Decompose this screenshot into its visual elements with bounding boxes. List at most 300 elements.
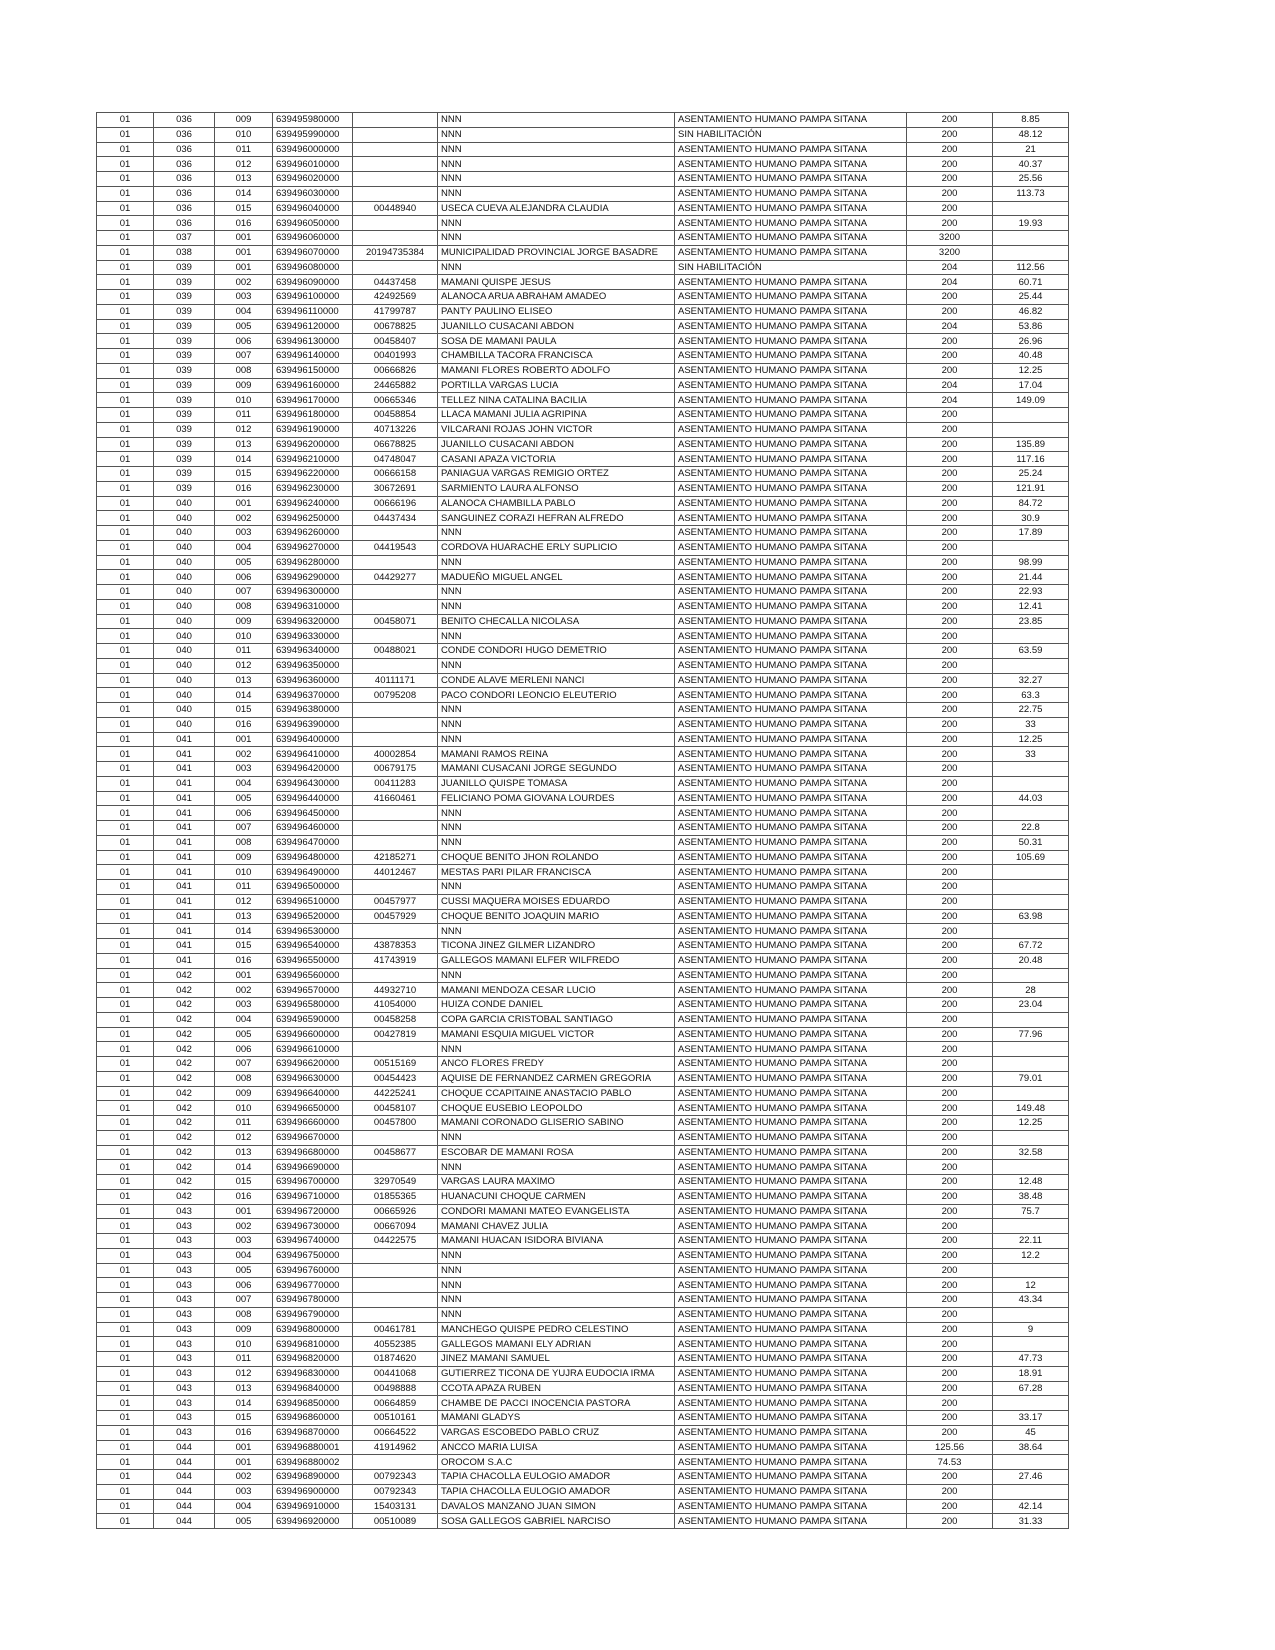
col-doc: 00666826 xyxy=(353,363,438,378)
col-doc: 04422575 xyxy=(353,1234,438,1249)
col-built: 17.89 xyxy=(993,526,1069,541)
col-area: 200 xyxy=(907,599,993,614)
col-code: 639496620000 xyxy=(273,1057,353,1072)
col-owner: MESTAS PARI PILAR FRANCISCA xyxy=(438,865,675,880)
col-block: 039 xyxy=(154,290,215,305)
col-area: 74.53 xyxy=(907,1455,993,1470)
col-built: 77.96 xyxy=(993,1027,1069,1042)
col-habilitation: ASENTAMIENTO HUMANO PAMPA SITANA xyxy=(675,821,907,836)
col-area: 200 xyxy=(907,1337,993,1352)
col-area: 200 xyxy=(907,1116,993,1131)
col-block: 039 xyxy=(154,393,215,408)
col-zone: 01 xyxy=(97,1322,154,1337)
col-area: 200 xyxy=(907,1322,993,1337)
col-built xyxy=(993,1455,1069,1470)
col-block: 040 xyxy=(154,673,215,688)
table-row xyxy=(97,422,1069,437)
table-row xyxy=(97,1381,1069,1396)
col-block: 040 xyxy=(154,585,215,600)
col-zone: 01 xyxy=(97,1263,154,1278)
col-doc xyxy=(353,127,438,142)
col-block: 042 xyxy=(154,1101,215,1116)
col-lot: 012 xyxy=(215,157,273,172)
col-doc: 00427819 xyxy=(353,1027,438,1042)
table-row xyxy=(97,747,1069,762)
col-lot: 005 xyxy=(215,319,273,334)
col-block: 043 xyxy=(154,1425,215,1440)
col-code: 639496150000 xyxy=(273,363,353,378)
col-lot: 008 xyxy=(215,363,273,378)
col-zone: 01 xyxy=(97,349,154,364)
col-block: 040 xyxy=(154,644,215,659)
col-habilitation: ASENTAMIENTO HUMANO PAMPA SITANA xyxy=(675,717,907,732)
col-owner: TAPIA CHACOLLA EULOGIO AMADOR xyxy=(438,1484,675,1499)
col-block: 042 xyxy=(154,1086,215,1101)
table-row xyxy=(97,1514,1069,1529)
col-block: 041 xyxy=(154,835,215,850)
col-doc xyxy=(353,1248,438,1263)
col-block: 040 xyxy=(154,570,215,585)
col-area: 200 xyxy=(907,1248,993,1263)
col-doc: 06678825 xyxy=(353,437,438,452)
col-lot: 003 xyxy=(215,526,273,541)
table-row xyxy=(97,127,1069,142)
col-code: 639496480000 xyxy=(273,850,353,865)
col-code: 639496040000 xyxy=(273,201,353,216)
col-habilitation: ASENTAMIENTO HUMANO PAMPA SITANA xyxy=(675,1263,907,1278)
col-owner: MADUEÑO MIGUEL ANGEL xyxy=(438,570,675,585)
col-area: 200 xyxy=(907,835,993,850)
col-doc xyxy=(353,924,438,939)
col-owner: GALLEGOS MAMANI ELFER WILFREDO xyxy=(438,953,675,968)
table-row xyxy=(97,452,1069,467)
table-row xyxy=(97,1484,1069,1499)
col-area: 200 xyxy=(907,1425,993,1440)
col-block: 039 xyxy=(154,481,215,496)
col-lot: 004 xyxy=(215,304,273,319)
col-lot: 003 xyxy=(215,998,273,1013)
col-owner: CONDE CONDORI HUGO DEMETRIO xyxy=(438,644,675,659)
col-code: 639496320000 xyxy=(273,614,353,629)
col-owner: NNN xyxy=(438,1278,675,1293)
col-code: 639496490000 xyxy=(273,865,353,880)
col-doc: 00795208 xyxy=(353,688,438,703)
col-area: 200 xyxy=(907,422,993,437)
col-area: 200 xyxy=(907,1057,993,1072)
col-area: 200 xyxy=(907,127,993,142)
col-block: 040 xyxy=(154,658,215,673)
col-habilitation: ASENTAMIENTO HUMANO PAMPA SITANA xyxy=(675,1160,907,1175)
col-code: 639496790000 xyxy=(273,1307,353,1322)
col-built: 21 xyxy=(993,142,1069,157)
col-doc xyxy=(353,835,438,850)
table-row xyxy=(97,629,1069,644)
col-block: 040 xyxy=(154,614,215,629)
col-habilitation: ASENTAMIENTO HUMANO PAMPA SITANA xyxy=(675,496,907,511)
col-lot: 004 xyxy=(215,1248,273,1263)
col-zone: 01 xyxy=(97,1337,154,1352)
col-owner: NNN xyxy=(438,186,675,201)
col-code: 639496710000 xyxy=(273,1189,353,1204)
col-block: 041 xyxy=(154,924,215,939)
table-row xyxy=(97,821,1069,836)
table-row xyxy=(97,1366,1069,1381)
col-built xyxy=(993,1160,1069,1175)
col-lot: 015 xyxy=(215,939,273,954)
table-row xyxy=(97,599,1069,614)
col-zone: 01 xyxy=(97,452,154,467)
table-row xyxy=(97,953,1069,968)
col-habilitation: ASENTAMIENTO HUMANO PAMPA SITANA xyxy=(675,452,907,467)
col-built xyxy=(993,894,1069,909)
col-built: 42.14 xyxy=(993,1499,1069,1514)
col-zone: 01 xyxy=(97,732,154,747)
col-habilitation: SIN HABILITACIÓN xyxy=(675,127,907,142)
col-zone: 01 xyxy=(97,319,154,334)
col-owner: NNN xyxy=(438,1293,675,1308)
col-area: 200 xyxy=(907,983,993,998)
col-code: 639496210000 xyxy=(273,452,353,467)
col-built xyxy=(993,1307,1069,1322)
col-lot: 001 xyxy=(215,496,273,511)
col-code: 639496760000 xyxy=(273,1263,353,1278)
col-built: 113.73 xyxy=(993,186,1069,201)
col-owner: NNN xyxy=(438,585,675,600)
table-row xyxy=(97,880,1069,895)
col-zone: 01 xyxy=(97,865,154,880)
col-lot: 015 xyxy=(215,1411,273,1426)
col-doc: 00667094 xyxy=(353,1219,438,1234)
col-owner: ESCOBAR DE MAMANI ROSA xyxy=(438,1145,675,1160)
col-area: 200 xyxy=(907,555,993,570)
table-row xyxy=(97,688,1069,703)
col-lot: 006 xyxy=(215,334,273,349)
col-area: 200 xyxy=(907,968,993,983)
col-habilitation: ASENTAMIENTO HUMANO PAMPA SITANA xyxy=(675,1411,907,1426)
col-habilitation: ASENTAMIENTO HUMANO PAMPA SITANA xyxy=(675,1396,907,1411)
col-habilitation: ASENTAMIENTO HUMANO PAMPA SITANA xyxy=(675,467,907,482)
col-area: 200 xyxy=(907,1204,993,1219)
table-row xyxy=(97,1322,1069,1337)
col-doc xyxy=(353,1455,438,1470)
col-lot: 014 xyxy=(215,186,273,201)
col-doc: 04437458 xyxy=(353,275,438,290)
col-built: 60.71 xyxy=(993,275,1069,290)
col-block: 039 xyxy=(154,349,215,364)
table-row xyxy=(97,1352,1069,1367)
table-row xyxy=(97,585,1069,600)
col-lot: 005 xyxy=(215,1514,273,1529)
table-row xyxy=(97,467,1069,482)
col-code: 639496060000 xyxy=(273,231,353,246)
col-owner: CONDE ALAVE MERLENI NANCI xyxy=(438,673,675,688)
col-area: 200 xyxy=(907,142,993,157)
col-built: 12.2 xyxy=(993,1248,1069,1263)
col-block: 039 xyxy=(154,408,215,423)
col-block: 039 xyxy=(154,422,215,437)
col-zone: 01 xyxy=(97,1219,154,1234)
col-built: 75.7 xyxy=(993,1204,1069,1219)
col-owner: NNN xyxy=(438,127,675,142)
table-row xyxy=(97,1012,1069,1027)
col-habilitation: ASENTAMIENTO HUMANO PAMPA SITANA xyxy=(675,275,907,290)
col-owner: VARGAS LAURA MAXIMO xyxy=(438,1175,675,1190)
col-owner: NNN xyxy=(438,732,675,747)
table-row xyxy=(97,408,1069,423)
col-built xyxy=(993,629,1069,644)
table-row xyxy=(97,113,1069,128)
col-owner: MANCHEGO QUISPE PEDRO CELESTINO xyxy=(438,1322,675,1337)
col-code: 639496660000 xyxy=(273,1116,353,1131)
col-lot: 011 xyxy=(215,142,273,157)
table-row xyxy=(97,1440,1069,1455)
col-lot: 012 xyxy=(215,658,273,673)
col-built: 19.93 xyxy=(993,216,1069,231)
col-built xyxy=(993,658,1069,673)
col-area: 200 xyxy=(907,939,993,954)
col-zone: 01 xyxy=(97,467,154,482)
col-zone: 01 xyxy=(97,1071,154,1086)
col-habilitation: ASENTAMIENTO HUMANO PAMPA SITANA xyxy=(675,1499,907,1514)
col-zone: 01 xyxy=(97,1234,154,1249)
col-block: 039 xyxy=(154,275,215,290)
col-built: 25.44 xyxy=(993,290,1069,305)
col-owner: MAMANI RAMOS REINA xyxy=(438,747,675,762)
col-habilitation: ASENTAMIENTO HUMANO PAMPA SITANA xyxy=(675,157,907,172)
col-owner: CASANI APAZA VICTORIA xyxy=(438,452,675,467)
col-built: 135.89 xyxy=(993,437,1069,452)
col-lot: 010 xyxy=(215,629,273,644)
col-code: 639496850000 xyxy=(273,1396,353,1411)
col-code: 639496470000 xyxy=(273,835,353,850)
col-owner: NNN xyxy=(438,703,675,718)
col-area: 204 xyxy=(907,319,993,334)
col-code: 639496170000 xyxy=(273,393,353,408)
col-habilitation: ASENTAMIENTO HUMANO PAMPA SITANA xyxy=(675,1130,907,1145)
col-habilitation: ASENTAMIENTO HUMANO PAMPA SITANA xyxy=(675,1101,907,1116)
col-area: 200 xyxy=(907,113,993,128)
col-owner: NNN xyxy=(438,1130,675,1145)
col-area: 204 xyxy=(907,275,993,290)
col-built xyxy=(993,201,1069,216)
col-doc: 00458407 xyxy=(353,334,438,349)
col-doc: 24465882 xyxy=(353,378,438,393)
col-zone: 01 xyxy=(97,334,154,349)
col-habilitation: ASENTAMIENTO HUMANO PAMPA SITANA xyxy=(675,924,907,939)
col-habilitation: ASENTAMIENTO HUMANO PAMPA SITANA xyxy=(675,1322,907,1337)
col-zone: 01 xyxy=(97,644,154,659)
col-habilitation: ASENTAMIENTO HUMANO PAMPA SITANA xyxy=(675,393,907,408)
table-row xyxy=(97,1204,1069,1219)
col-habilitation: ASENTAMIENTO HUMANO PAMPA SITANA xyxy=(675,998,907,1013)
col-area: 200 xyxy=(907,1219,993,1234)
col-built xyxy=(993,806,1069,821)
table-row xyxy=(97,231,1069,246)
table-row xyxy=(97,806,1069,821)
col-lot: 007 xyxy=(215,821,273,836)
col-built: 12.41 xyxy=(993,599,1069,614)
col-area: 200 xyxy=(907,1130,993,1145)
col-owner: CONDORI MAMANI MATEO EVANGELISTA xyxy=(438,1204,675,1219)
col-doc: 40713226 xyxy=(353,422,438,437)
col-zone: 01 xyxy=(97,1278,154,1293)
col-owner: NNN xyxy=(438,172,675,187)
col-habilitation: ASENTAMIENTO HUMANO PAMPA SITANA xyxy=(675,142,907,157)
col-built: 149.09 xyxy=(993,393,1069,408)
col-code: 639496700000 xyxy=(273,1175,353,1190)
col-zone: 01 xyxy=(97,363,154,378)
col-lot: 015 xyxy=(215,201,273,216)
col-code: 639496550000 xyxy=(273,953,353,968)
col-block: 044 xyxy=(154,1499,215,1514)
col-area: 200 xyxy=(907,1160,993,1175)
col-owner: JINEZ MAMANI SAMUEL xyxy=(438,1352,675,1367)
col-zone: 01 xyxy=(97,1101,154,1116)
col-lot: 016 xyxy=(215,717,273,732)
col-block: 043 xyxy=(154,1366,215,1381)
table-row xyxy=(97,186,1069,201)
col-zone: 01 xyxy=(97,275,154,290)
col-zone: 01 xyxy=(97,791,154,806)
col-zone: 01 xyxy=(97,776,154,791)
col-block: 042 xyxy=(154,1042,215,1057)
col-owner: CCOTA APAZA RUBEN xyxy=(438,1381,675,1396)
col-habilitation: ASENTAMIENTO HUMANO PAMPA SITANA xyxy=(675,349,907,364)
col-habilitation: ASENTAMIENTO HUMANO PAMPA SITANA xyxy=(675,1381,907,1396)
col-built xyxy=(993,1219,1069,1234)
table-row xyxy=(97,1425,1069,1440)
col-built: 45 xyxy=(993,1425,1069,1440)
col-area: 200 xyxy=(907,157,993,172)
col-lot: 007 xyxy=(215,349,273,364)
col-lot: 009 xyxy=(215,113,273,128)
col-habilitation: ASENTAMIENTO HUMANO PAMPA SITANA xyxy=(675,1234,907,1249)
col-zone: 01 xyxy=(97,260,154,275)
col-lot: 015 xyxy=(215,467,273,482)
col-zone: 01 xyxy=(97,1116,154,1131)
col-area: 200 xyxy=(907,1175,993,1190)
col-area: 125.56 xyxy=(907,1440,993,1455)
col-area: 200 xyxy=(907,791,993,806)
col-habilitation: ASENTAMIENTO HUMANO PAMPA SITANA xyxy=(675,747,907,762)
col-code: 639496840000 xyxy=(273,1381,353,1396)
col-doc: 00488021 xyxy=(353,644,438,659)
col-block: 043 xyxy=(154,1204,215,1219)
col-doc: 00457800 xyxy=(353,1116,438,1131)
col-block: 043 xyxy=(154,1352,215,1367)
col-lot: 003 xyxy=(215,1234,273,1249)
col-area: 200 xyxy=(907,953,993,968)
table-row xyxy=(97,1130,1069,1145)
col-habilitation: ASENTAMIENTO HUMANO PAMPA SITANA xyxy=(675,614,907,629)
table-row xyxy=(97,290,1069,305)
col-code: 639496670000 xyxy=(273,1130,353,1145)
col-code: 639496600000 xyxy=(273,1027,353,1042)
table-row xyxy=(97,1307,1069,1322)
col-habilitation: ASENTAMIENTO HUMANO PAMPA SITANA xyxy=(675,1455,907,1470)
col-code: 639495990000 xyxy=(273,127,353,142)
col-block: 039 xyxy=(154,378,215,393)
col-lot: 010 xyxy=(215,393,273,408)
col-area: 200 xyxy=(907,1470,993,1485)
col-doc xyxy=(353,1263,438,1278)
col-area: 200 xyxy=(907,776,993,791)
col-code: 639495980000 xyxy=(273,113,353,128)
col-area: 200 xyxy=(907,1514,993,1529)
col-block: 040 xyxy=(154,703,215,718)
table-row xyxy=(97,1071,1069,1086)
col-zone: 01 xyxy=(97,703,154,718)
col-owner: NNN xyxy=(438,717,675,732)
col-doc xyxy=(353,658,438,673)
col-owner: CHOQUE BENITO JHON ROLANDO xyxy=(438,850,675,865)
col-habilitation: ASENTAMIENTO HUMANO PAMPA SITANA xyxy=(675,1514,907,1529)
col-doc: 00666158 xyxy=(353,467,438,482)
col-zone: 01 xyxy=(97,880,154,895)
col-owner: VILCARANI ROJAS JOHN VICTOR xyxy=(438,422,675,437)
table-row xyxy=(97,1160,1069,1175)
col-code: 639496000000 xyxy=(273,142,353,157)
col-habilitation: ASENTAMIENTO HUMANO PAMPA SITANA xyxy=(675,806,907,821)
col-owner: JUANILLO CUSACANI ABDON xyxy=(438,437,675,452)
col-block: 044 xyxy=(154,1440,215,1455)
col-doc: 01855365 xyxy=(353,1189,438,1204)
col-owner: MAMANI CUSACANI JORGE SEGUNDO xyxy=(438,762,675,777)
table-row xyxy=(97,968,1069,983)
col-doc xyxy=(353,231,438,246)
col-block: 042 xyxy=(154,1071,215,1086)
col-lot: 002 xyxy=(215,983,273,998)
col-owner: LLACA MAMANI JULIA AGRIPINA xyxy=(438,408,675,423)
table-row xyxy=(97,1278,1069,1293)
col-habilitation: ASENTAMIENTO HUMANO PAMPA SITANA xyxy=(675,968,907,983)
col-doc: 00792343 xyxy=(353,1470,438,1485)
col-habilitation: ASENTAMIENTO HUMANO PAMPA SITANA xyxy=(675,334,907,349)
col-owner: NNN xyxy=(438,629,675,644)
col-lot: 009 xyxy=(215,1086,273,1101)
col-block: 041 xyxy=(154,806,215,821)
col-doc xyxy=(353,821,438,836)
col-habilitation: ASENTAMIENTO HUMANO PAMPA SITANA xyxy=(675,363,907,378)
col-owner: SARMIENTO LAURA ALFONSO xyxy=(438,481,675,496)
col-owner: COPA GARCIA CRISTOBAL SANTIAGO xyxy=(438,1012,675,1027)
col-owner: USECA CUEVA ALEJANDRA CLAUDIA xyxy=(438,201,675,216)
col-doc: 32970549 xyxy=(353,1175,438,1190)
col-zone: 01 xyxy=(97,496,154,511)
col-code: 639496860000 xyxy=(273,1411,353,1426)
col-doc: 00454423 xyxy=(353,1071,438,1086)
col-code: 639496420000 xyxy=(273,762,353,777)
col-owner: DAVALOS MANZANO JUAN SIMON xyxy=(438,1499,675,1514)
col-doc: 42185271 xyxy=(353,850,438,865)
col-zone: 01 xyxy=(97,1189,154,1204)
col-block: 043 xyxy=(154,1411,215,1426)
col-lot: 013 xyxy=(215,1381,273,1396)
col-code: 639496070000 xyxy=(273,245,353,260)
col-zone: 01 xyxy=(97,113,154,128)
col-area: 200 xyxy=(907,880,993,895)
col-lot: 014 xyxy=(215,1160,273,1175)
table-row xyxy=(97,1086,1069,1101)
col-block: 042 xyxy=(154,1145,215,1160)
col-lot: 008 xyxy=(215,599,273,614)
col-owner: MAMANI CHAVEZ JULIA xyxy=(438,1219,675,1234)
table-row xyxy=(97,1234,1069,1249)
col-area: 200 xyxy=(907,349,993,364)
col-lot: 005 xyxy=(215,555,273,570)
col-zone: 01 xyxy=(97,216,154,231)
table-row xyxy=(97,1042,1069,1057)
